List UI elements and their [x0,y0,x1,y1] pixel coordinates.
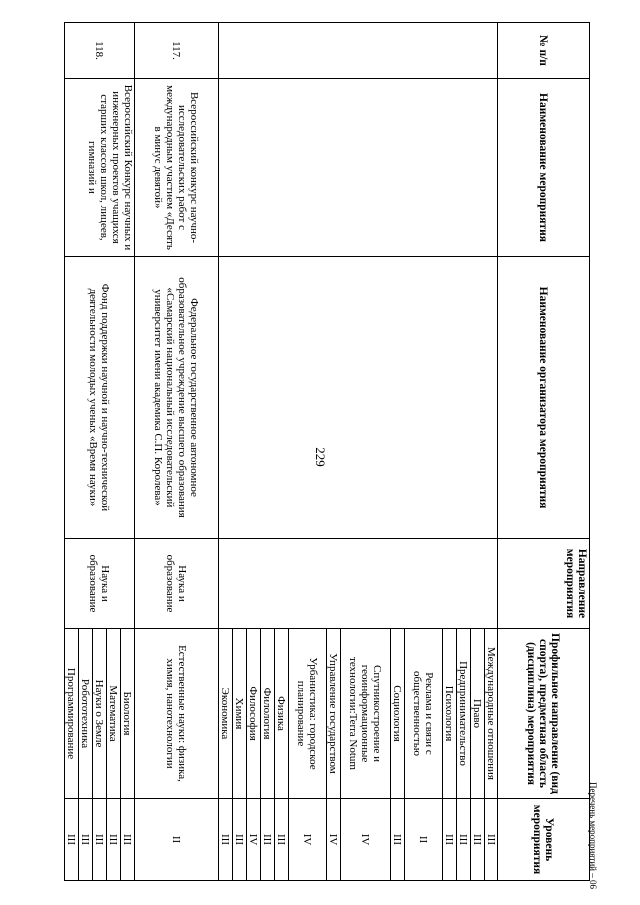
footer-label: Перечень мероприятий – 06 [588,782,598,889]
table-row-118 [121,23,135,881]
profile-cell: Математика [107,629,121,799]
profile-cell: Урбанистика: городское планирование [289,629,327,799]
event-name: Всероссийский Конкурс научных и инженерных проектов учащихся старших классов школ, лицеев, гимназий и [65,79,135,257]
level-cell: III [79,799,93,881]
profile-cell: Социология [391,629,405,799]
profile-cell: Экономика [219,629,233,799]
header-direction: Направление мероприятия [498,539,590,629]
header-level: Уровень мероприятия [498,799,590,881]
profile-cell: Международные отношения [485,629,498,799]
header-profile: Профильное направление (вид спорта), предметная область (дисциплина) мероприятия [498,629,590,799]
direction: Наука и образование [65,539,135,629]
level-cell: III [233,799,247,881]
row-number: 118. [65,23,135,79]
level-cell: IV [327,799,341,881]
level-cell: III [391,799,405,881]
header-row [498,23,590,881]
profile-cell: Робототехника [79,629,93,799]
profile-cell: Философия [247,629,261,799]
direction: Наука и образование [135,539,219,629]
profile-cell: Психология [443,629,457,799]
page-number: 229 [313,447,328,467]
profile-cell: Химия [233,629,247,799]
profile-cell: Программирование [65,629,79,799]
level-cell: III [93,799,107,881]
level-cell: II [405,799,443,881]
level-cell: III [471,799,485,881]
cont-name-cell [219,79,498,257]
header-name: Наименование мероприятия [498,79,590,257]
profile-cell: Биология [121,629,135,799]
profile-cell: Науки о Земле [93,629,107,799]
event-name: Всероссийский конкурс научно-исследовательских работ с международным участием «Десять в минус девятой» [135,79,219,257]
level-cell: IV [289,799,327,881]
level-cell: IV [247,799,261,881]
table-row-117 [135,23,219,881]
organizer-name: Фонд поддержки научной и научно-технической деятельности молодых ученых «Время науки» [65,257,135,539]
rotated-table-container [18,22,590,880]
cont-direction-cell [219,539,498,629]
header-num: № п/п [498,23,590,79]
level-cell: III [443,799,457,881]
events-table [64,22,590,881]
level-cell: III [485,799,498,881]
profile-cell: Предпринимательство [457,629,471,799]
profile-cell: Физика [275,629,289,799]
organizer-name: Федеральное государственное автономное образовательное учреждение высшего образования «Самарский национальный исследовательский университет имени академика С.П. Королева» [135,257,219,539]
profile-cell: Реклама и связи с общественностью [405,629,443,799]
level-cell: III [261,799,275,881]
level-cell: II [135,799,219,881]
row-number: 117. [135,23,219,79]
profile-cell: Управление государством [327,629,341,799]
table-row [485,23,498,881]
level-cell: III [65,799,79,881]
profile-cell: Право [471,629,485,799]
profile-cell: Спутникостроение и геоинформационные технологии:Terra Notum [341,629,391,799]
header-organizer: Наименование организатора мероприятия [498,257,590,539]
level-cell: III [457,799,471,881]
cont-num-cell [219,23,498,79]
cont-organizer-cell [219,257,498,539]
level-cell: III [275,799,289,881]
level-cell: III [219,799,233,881]
level-cell: IV [341,799,391,881]
profile-cell: Естественные науки: физика, химия, нанотехнологии [135,629,219,799]
profile-cell: Филология [261,629,275,799]
level-cell: III [107,799,121,881]
level-cell: III [121,799,135,881]
